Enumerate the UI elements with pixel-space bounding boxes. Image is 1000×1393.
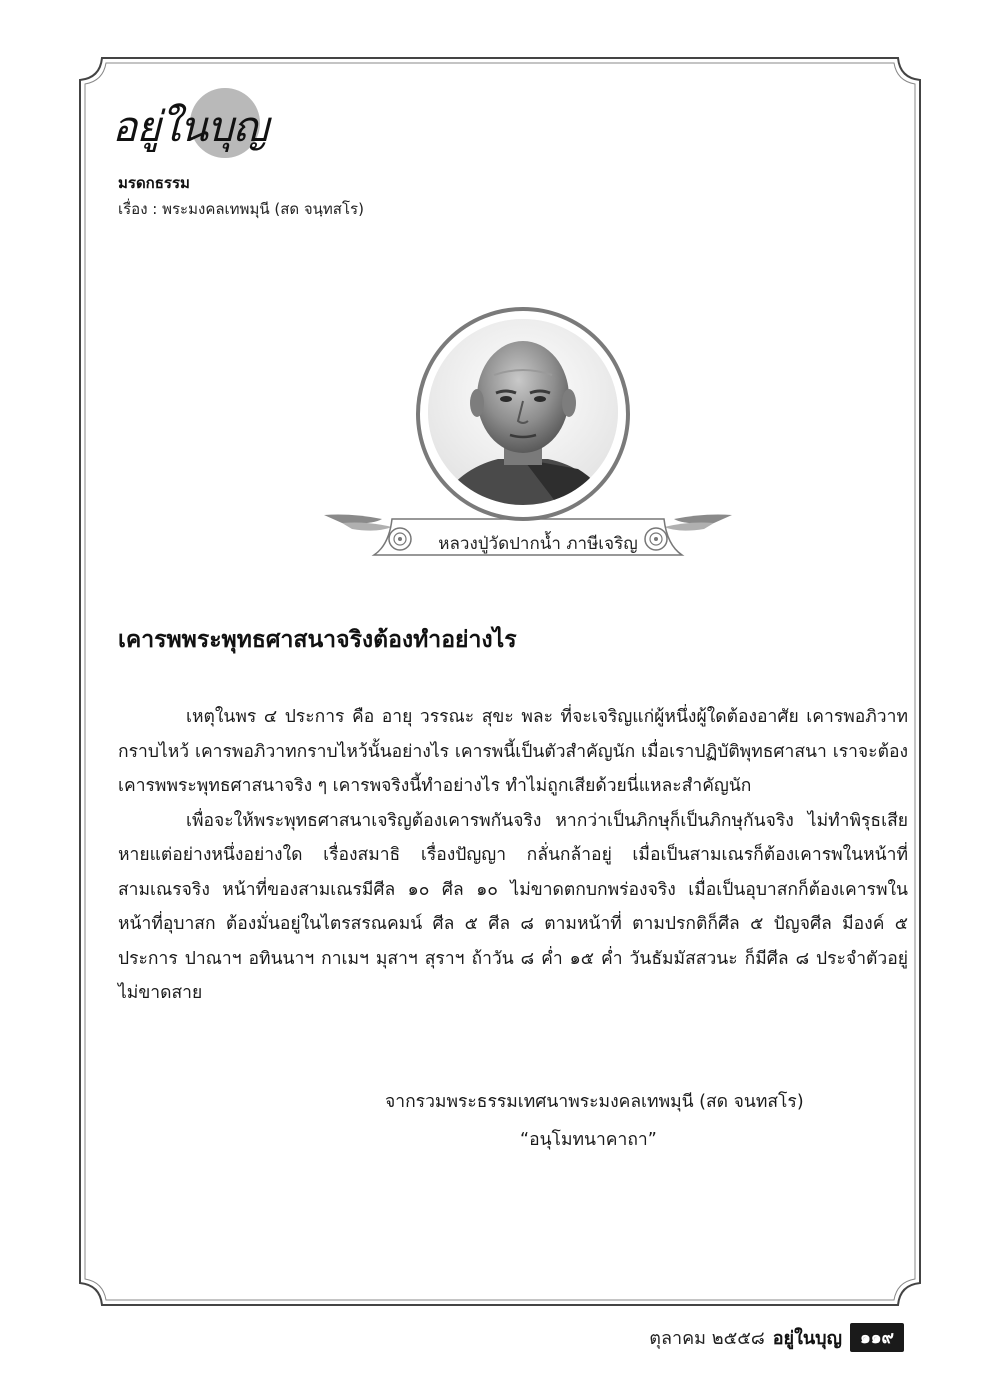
portrait-caption: หลวงปู่วัดปากน้ำ ภาษีเจริญ xyxy=(438,534,638,554)
source-line: จากรวมพระธรรมเทศนาพระมงคลเทพมุนี (สด จนทสโร) xyxy=(385,1092,804,1112)
ornament-right-wing xyxy=(674,515,732,524)
byline: เรื่อง : พระมงคลเทพมุนี (สด จนฺทสโร) xyxy=(118,200,364,218)
portrait-photo xyxy=(428,319,618,505)
ornament-left-wing xyxy=(324,515,382,524)
page-number: ๑๑๙ xyxy=(850,1323,904,1352)
page-footer xyxy=(649,1323,904,1352)
magazine-logo xyxy=(112,88,282,160)
logo-text: อยู่ในบุญ xyxy=(112,102,268,151)
issue-date: ตุลาคม ๒๕๕๘ xyxy=(649,1328,765,1349)
article-body xyxy=(118,700,908,1011)
article-heading: เคารพพระพุทธศาสนาจริงต้องทำอย่างไร xyxy=(118,627,517,653)
frame-outer-border xyxy=(80,58,920,1305)
article-paragraph: เหตุในพร ๔ ประการ คือ อายุ วรรณะ สุขะ พละ ที่จะเจริญแก่ผู้หนึ่งผู้ใดต้องอาศัย เคารพอภิวาทกราบไหว้ เคารพอภิวาทกราบไหว้นั้นอย่างไร เคารพนี้เป็นตัวสำคัญนัก เมื่อเราปฏิบัติพุทธศาสนา เราจะต้องเคารพพระพุทธศาสนาจริง ๆ เคารพจริงนี้ทำอย่างไร ทำไม่ถูกเสียด้วยนี่แหละสำคัญนัก xyxy=(118,707,908,796)
section-label: มรดกธรรม xyxy=(118,174,190,192)
magazine-name: อยู่ในบุญ xyxy=(772,1328,842,1349)
article-paragraph: เพื่อจะให้พระพุทธศาสนาเจริญต้องเคารพกันจริง หากว่าเป็นภิกษุก็เป็นภิกษุกันจริง ไม่ทำพิรุธเสียหายแต่อย่างหนึ่งอย่างใด เรื่องสมาธิ เรื่องปัญญา กลั่นกล้าอยู่ เมื่อเป็นสามเณรก็ต้องเคารพในหน้าที่สามเณรจริง หน้าที่ของสามเณรมีศีล ๑๐ ศีล ๑๐ ไม่ขาดตกบกพร่องจริง เมื่อเป็นอุบาสกก็ต้องเคารพในหน้าที่อุบาสก ต้องมั่นอยู่ในไตรสรณคมน์ ศีล ๕ ศีล ๘ ตามหน้าที่ ตามปรกติก็ศีล ๕ ปัญจศีล มีองค์ ๕ ประการ ปาณาฯ อทินนาฯ กาเมฯ มุสาฯ สุราฯ ถ้าวัน ๘ ค่ำ ๑๕ ค่ำ วันธัมมัสสวนะ ก็มีศีล ๘ ประจำตัวอยู่ไม่ขาดสาย xyxy=(118,810,908,1003)
source-title: “อนุโมทนาคาถา” xyxy=(520,1130,657,1150)
